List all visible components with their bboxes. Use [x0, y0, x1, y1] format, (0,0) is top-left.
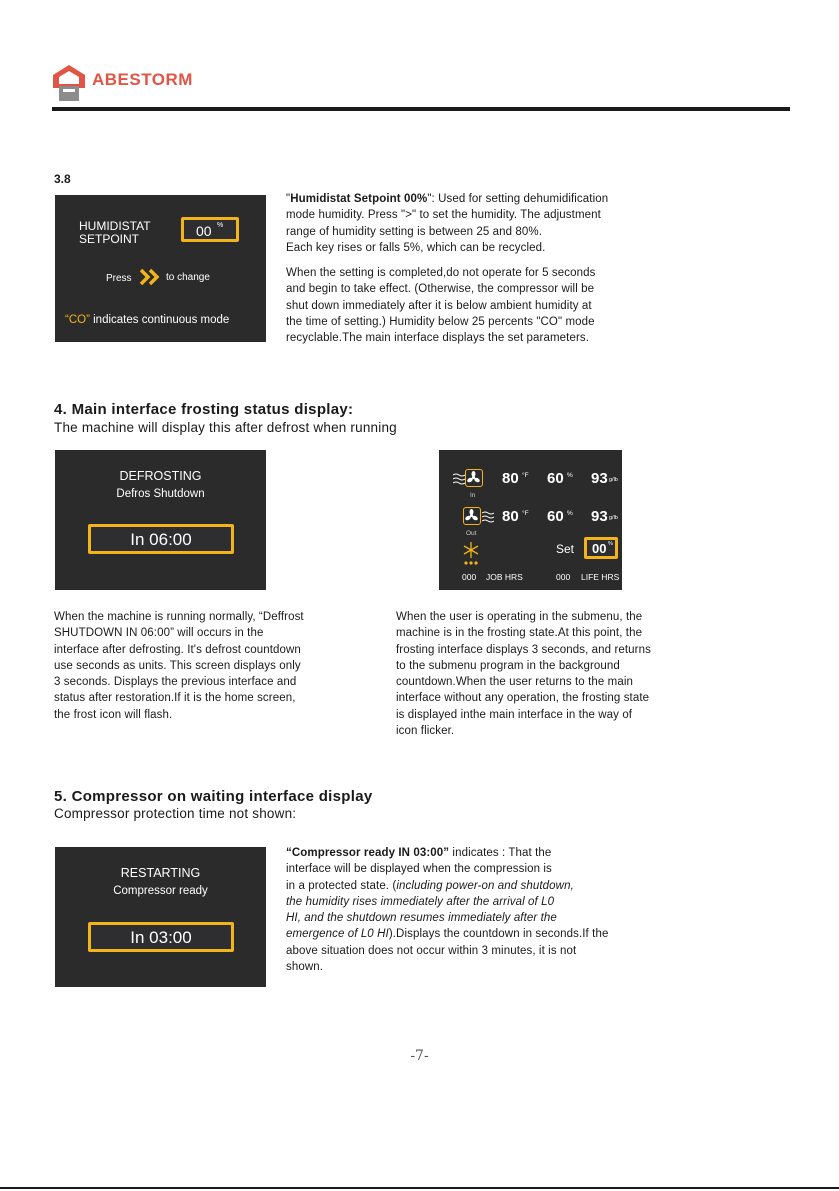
row1-humidity: 60 [547, 470, 564, 487]
compressor-ready-term: “Compressor ready IN 03:00” [286, 847, 450, 859]
main-interface-panel [439, 450, 622, 590]
row2-temperature-unit: °F [522, 510, 529, 517]
row2-humidity: 60 [547, 508, 564, 525]
section-4-subheading: The machine will display this after defrost when running [54, 420, 397, 435]
set-unit: % [608, 541, 613, 547]
set-value-box [584, 537, 618, 559]
brand-name: ABESTORM [92, 70, 193, 89]
setpoint-value: 00 [196, 223, 212, 239]
defrost-right-description: When the user is operating in the submenu, the machine is in the frosting state.At this point, the frosting interface displays 3 seconds, and returns to the submenu program in the background countdown.When the user returns to the main interface without any operation, the frosting state is displayed inthe main interface in the way of icon flicker. [396, 611, 651, 738]
row1-temperature-unit: °F [522, 472, 529, 479]
row1-temperature: 80 [502, 470, 519, 487]
panel-label-line1: HUMIDISTAT [79, 219, 151, 233]
set-label: Set [556, 542, 575, 556]
row1-absolute-humidity: 93 [591, 470, 608, 487]
bottom-divider [0, 1187, 839, 1189]
row1-absolute-humidity-unit: g/lb [609, 477, 618, 483]
row2-temperature: 80 [502, 508, 519, 525]
humidistat-term: Humidistat Setpoint 00% [290, 193, 428, 205]
defrost-countdown-box [88, 524, 234, 554]
restart-title: RESTARTING [120, 866, 201, 880]
frost-icon [461, 541, 481, 567]
restart-countdown-box [88, 922, 234, 952]
co-text: indicates continuous mode [89, 314, 230, 326]
to-change-label: to change [166, 272, 210, 283]
header-divider [52, 107, 790, 111]
row1-humidity-unit: % [567, 472, 573, 479]
humidistat-description: "Humidistat Setpoint 00%": Used for setting dehumidification mode humidity. Press ">" to set the humidity. The adjustment range of humidity setting is between 25 and 80%. Each key rises or falls 5%, which can be recycled. [286, 193, 609, 254]
setpoint-unit: % [217, 222, 224, 229]
wind-lines-out-icon [482, 511, 494, 523]
page-number: -7- [410, 1048, 429, 1064]
defrosting-panel [55, 450, 266, 590]
compressor-description: “Compressor ready IN 03:00” indicates : That the interface will be displayed when the compression is in a protected state. (including power-on and shutdown, the humidity rises immediately after the arrival of L0 HI, and the shutdown resumes immediately after the emergence of L0 HI).Displays the countdown in seconds.If the above situation does not occur within 3 minutes, it is not shown. [286, 847, 609, 974]
set-value: 00 [592, 541, 607, 556]
defrost-left-description: When the machine is running normally, “Deffrost SHUTDOWN IN 06:00” will occurs in the interface after defrosting. It's defrost countdown use seconds as units. This screen displays only 3 seconds. Displays the previous interface and status after restoration.If it is the home screen, the frost icon will flash. [54, 611, 304, 721]
setting-effect-description: When the setting is completed,do not operate for 5 seconds and begin to take effect. (Otherwise, the compressor will be shut down immediately after it is below ambient humidity at the time of setting.) Humidity below 25 percents "CO" mode recyclable.The main interface displays the set parameters. [286, 267, 596, 345]
panel-label-line2: SETPOINT [79, 232, 140, 246]
defrost-subtitle: Defros Shutdown [116, 488, 205, 500]
restarting-panel [55, 847, 266, 987]
section-5-heading: 5. Compressor on waiting interface display [54, 788, 373, 805]
section-number: 3.8 [54, 172, 71, 186]
fan-out-icon [463, 507, 481, 525]
restart-countdown: In 03:00 [130, 928, 192, 947]
fan-in-icon [465, 469, 483, 487]
row2-humidity-unit: % [567, 510, 573, 517]
double-chevron-right-icon [139, 268, 161, 286]
section-4-heading: 4. Main interface frosting status display: [54, 401, 354, 418]
co-quote: “CO” [65, 314, 90, 326]
section-5-subheading: Compressor protection time not shown: [54, 806, 297, 821]
restart-subtitle: Compressor ready [113, 885, 208, 897]
row2-absolute-humidity-unit: g/lb [609, 515, 618, 521]
life-hrs-value: 000 [556, 572, 571, 582]
out-label: Out [466, 530, 477, 537]
setpoint-value-box [181, 217, 239, 242]
wind-lines-icon [453, 473, 465, 485]
in-label: In [470, 492, 476, 499]
life-hrs-label: LIFE HRS [581, 572, 620, 582]
continuous-mode-note [65, 314, 229, 326]
job-hrs-label: JOB HRS [486, 572, 523, 582]
job-hrs-value: 000 [462, 572, 477, 582]
house-logo-icon [52, 64, 86, 102]
humidistat-setpoint-panel [55, 195, 266, 342]
defrost-countdown: In 06:00 [130, 530, 192, 549]
row2-absolute-humidity: 93 [591, 508, 608, 525]
defrost-title: DEFROSTING [119, 469, 202, 483]
press-label: Press [106, 273, 132, 284]
